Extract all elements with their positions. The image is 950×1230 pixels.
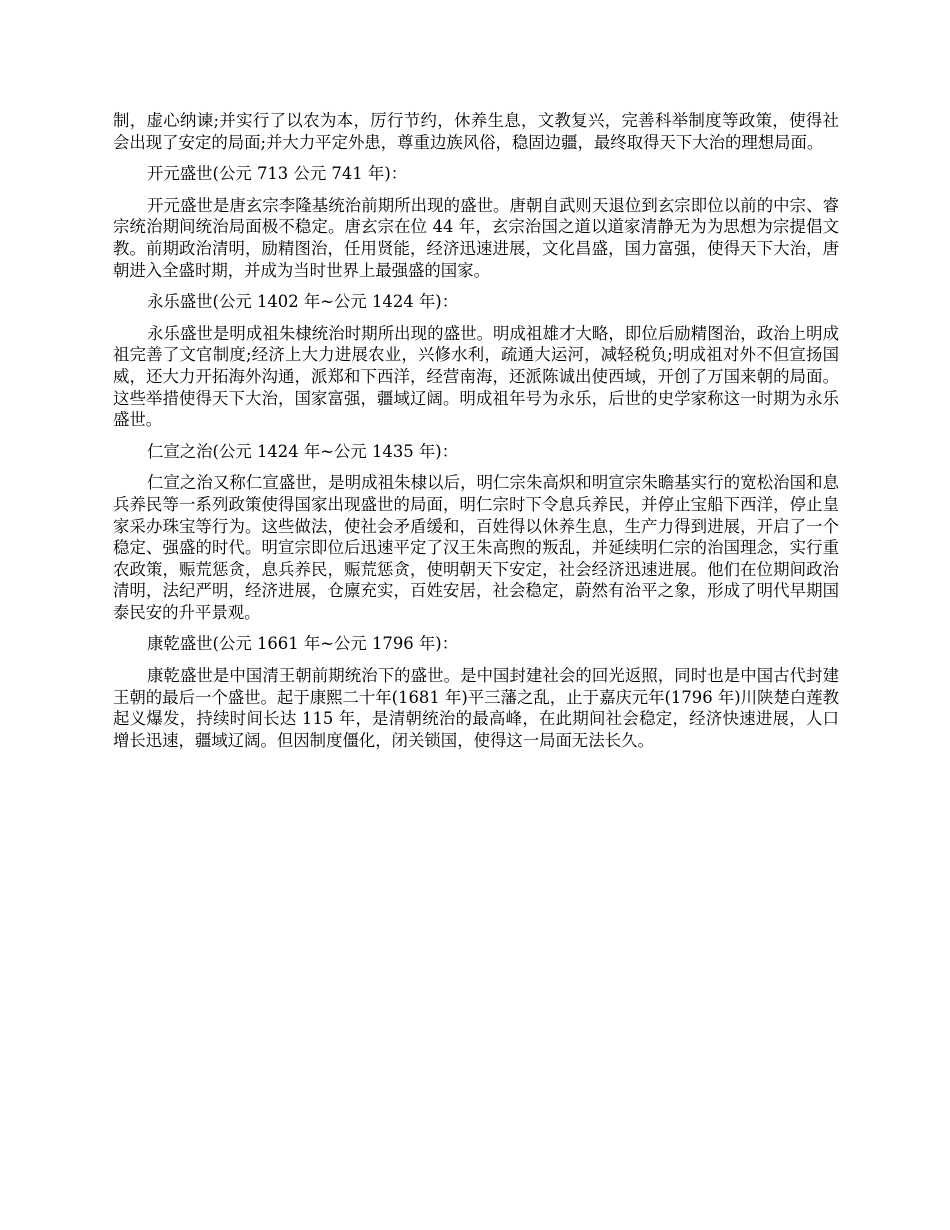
section-body-yongle: 永乐盛世是明成祖朱棣统治时期所出现的盛世。明成祖雄才大略，即位后励精图治，政治上明成祖完善了文官制度;经济上大力进展农业，兴修水利，疏通大运河，减轻税负;明成祖对外不但宣扬国威，还大力开拓海外沟通，派郑和下西洋，经营南海，还派陈诚出使西域，开创了万国来朝的局面。这些举措使得天下大治，国家富强，疆域辽阔。明成祖年号为永乐，后世的史学家称这一时期为永乐盛世。 [113, 323, 839, 430]
section-heading-yongle: 永乐盛世(公元 1402 年~公元 1424 年)： [147, 292, 459, 312]
document-page [113, 110, 839, 751]
intro-paragraph: 制，虚心纳谏;并实行了以农为本，厉行节约，休养生息，文教复兴，完善科举制度等政策，使得社会出现了安定的局面;并大力平定外患，尊重边族风俗，稳固边疆，最终取得天下大治的理想局面。 [113, 111, 839, 152]
section-heading-kangqian: 康乾盛世(公元 1661 年~公元 1796 年)： [147, 634, 459, 654]
section-body-renxuan: 仁宣之治又称仁宣盛世，是明成祖朱棣以后，明仁宗朱高炽和明宣宗朱瞻基实行的宽松治国和息兵养民等一系列政策使得国家出现盛世的局面，明仁宗时下令息兵养民，并停止宝船下西洋，停止皇家采办珠宝等行为。这些做法，使社会矛盾缓和，百姓得以休养生息，生产力得到进展，开启了一个稳定、强盛的时代。明宣宗即位后迅速平定了汉王朱高煦的叛乱，并延续明仁宗的治国理念，实行重农政策，赈荒惩贪，息兵养民，赈荒惩贪，使明朝天下安定，社会经济迅速进展。他们在位期间政治清明，法纪严明，经济进展，仓廪充实，百姓安居，社会稳定，蔚然有治平之象，形成了明代早期国泰民安的升平景观。 [113, 473, 839, 622]
section-body-kaiyuan: 开元盛世是唐玄宗李隆基统治前期所出现的盛世。唐朝自武则天退位到玄宗即位以前的中宗、睿宗统治期间统治局面极不稳定。唐玄宗在位 44 年，玄宗治国之道以道家清静无为为思想为宗提倡文教。前期政治清明，励精图治，任用贤能，经济迅速进展，文化昌盛，国力富强，使得天下大治，唐朝进入全盛时期，并成为当时世界上最强盛的国家。 [113, 195, 839, 280]
section-heading-renxuan: 仁宣之治(公元 1424 年~公元 1435 年)： [147, 441, 459, 461]
section-body-kangqian: 康乾盛世是中国清王朝前期统治下的盛世。是中国封建社会的回光返照，同时也是中国古代封建王朝的最后一个盛世。起于康熙二十年(1681 年)平三藩之乱，止于嘉庆元年(1796 年)川陕楚白莲教起义爆发，持续时间长达 115 年，是清朝统治的最高峰，在此期间社会稳定，经济快速进展，人口增长迅速，疆域辽阔。但因制度僵化，闭关锁国，使得这一局面无法长久。 [113, 666, 839, 750]
section-heading-kaiyuan: 开元盛世(公元 713 公元 741 年)： [147, 164, 408, 184]
